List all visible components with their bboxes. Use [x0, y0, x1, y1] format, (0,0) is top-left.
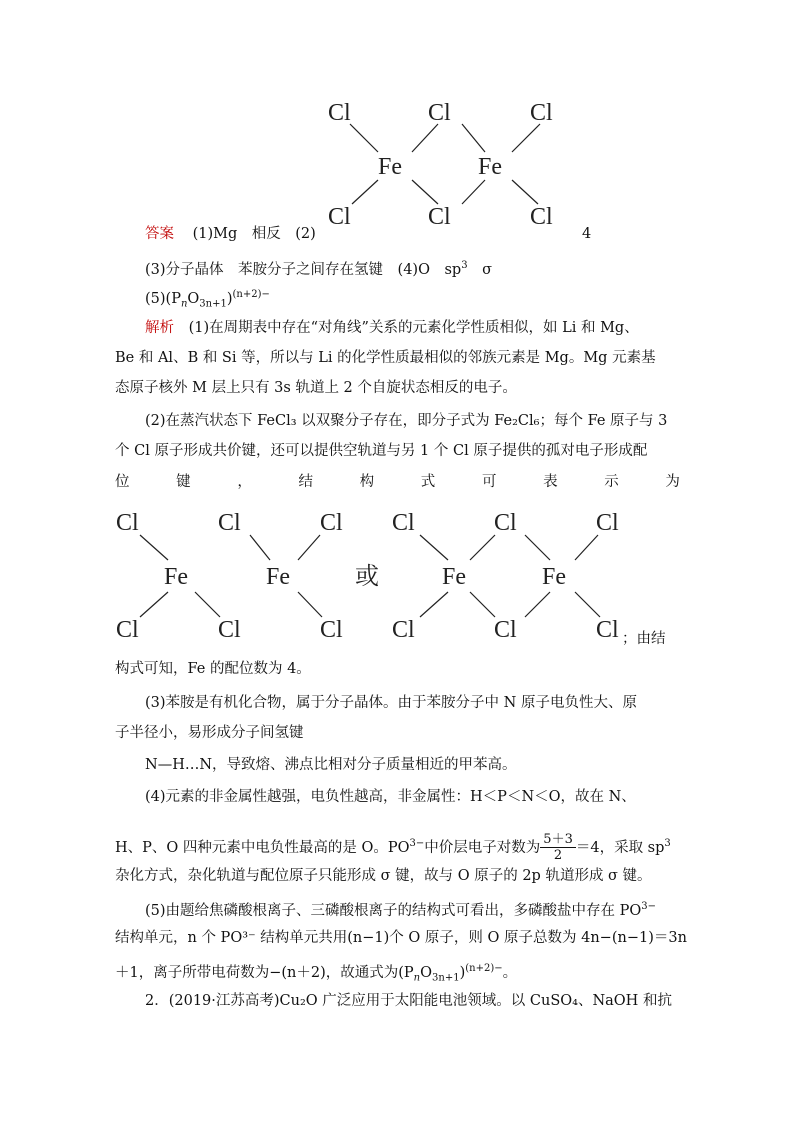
answer-coord-number: 4 — [582, 226, 592, 242]
fraction-numerator: 5＋3 — [540, 832, 576, 848]
superscript: (n+2)− — [465, 963, 503, 974]
or-separator: 或 — [355, 564, 379, 590]
answer-line-2 — [145, 256, 492, 280]
subscript: 3n+1 — [432, 972, 460, 984]
superscript: 3− — [641, 901, 657, 912]
cl-atom: Cl — [116, 510, 139, 536]
analysis-p2-tail-a: ；由结 — [622, 631, 666, 647]
analysis-p2-line2: 个 Cl 原子形成共价键，还可以提供空轨道与另 1 个 Cl 原子提供的孤对电子形成配 — [115, 443, 648, 459]
analysis-text: (5)由题给焦磷酸根离子、三磷酸根离子的结构式可看出，多磷酸盐中存在 PO — [145, 902, 642, 919]
formula-text: O — [187, 290, 200, 307]
fraction-denominator: 2 — [553, 848, 563, 864]
analysis-p1-line2: Be 和 Al、B 和 Si 等，所以与 Li 的化学性质最相似的邻族元素是 Mg。Mg 元素基 — [115, 350, 656, 366]
cl-atom: Cl — [320, 617, 343, 643]
analysis-text: H、P、O 四种元素中电负性最高的是 O。PO — [115, 839, 410, 856]
cl-atom: Cl — [596, 617, 619, 643]
next-question-line: 2．(2019·江苏高考)Cu₂O 广泛应用于太阳能电池领域。以 CuSO₄、NaOH 和抗 — [145, 993, 672, 1009]
cl-atom: Cl — [218, 510, 241, 536]
subscript: n — [413, 972, 421, 984]
analysis-p5-line2: 结构单元，n 个 PO³⁻ 结构单元共用(n−1)个 O 原子，则 O 原子总数为 4n−(n−1)＝3n — [115, 930, 687, 946]
superscript: (n+2)− — [232, 289, 270, 300]
analysis-text: ＋1，离子所带电荷数为−(n＋2)，故通式为(P — [115, 964, 414, 981]
analysis-p3-line3: N—H…N，导致熔、沸点比相对分子质量相近的甲苯高。 — [145, 757, 517, 773]
analysis-p2-line1: (2)在蒸汽状态下 FeCl₃ 以双聚分子存在，即分子式为 Fe₂Cl₆；每个 Fe 原子与 3 — [145, 413, 668, 429]
analysis-p3-line1: (3)苯胺是有机化合物，属于分子晶体。由于苯胺分子中 N 原子电负性大、原 — [145, 695, 637, 711]
fe-atom: Fe — [478, 154, 502, 180]
cl-atom: Cl — [494, 510, 517, 536]
word: 键 — [176, 474, 191, 490]
superscript: 3 — [664, 838, 671, 849]
fe2cl6-bridged-structure-top — [320, 92, 570, 232]
fraction — [540, 832, 576, 863]
answer-text: (3)分子晶体 苯胺分子之间存在氢键 (4)O sp — [145, 261, 462, 278]
analysis-label: 解析 — [145, 320, 174, 336]
fe-atom: Fe — [164, 564, 188, 590]
fe-atom: Fe — [542, 564, 566, 590]
fe2cl6-structures-diagram — [110, 502, 630, 652]
analysis-p4-line2 — [115, 824, 671, 864]
analysis-text: 。 — [502, 964, 518, 981]
cl-atom: Cl — [530, 204, 553, 230]
formula-text: ) — [226, 290, 233, 307]
cl-atom: Cl — [328, 100, 351, 126]
word: 结 — [298, 474, 313, 490]
word: ， — [237, 474, 252, 490]
analysis-p4-line1: (4)元素的非金属性越强，电负性越高，非金属性：H＜P＜N＜O，故在 N、 — [145, 789, 636, 805]
cl-atom: Cl — [428, 204, 451, 230]
answer-line-1 — [145, 224, 316, 244]
word: 位 — [115, 474, 130, 490]
fe-atom: Fe — [266, 564, 290, 590]
superscript: 3 — [461, 260, 468, 271]
answer-label: 答案 — [145, 226, 174, 242]
cl-atom: Cl — [218, 617, 241, 643]
analysis-p2-line3 — [115, 472, 680, 492]
analysis-p2-tail-b: 构式可知，Fe 的配位数为 4。 — [115, 661, 311, 677]
analysis-text: ＝4，采取 sp — [575, 839, 665, 856]
subscript: 3n+1 — [199, 298, 227, 310]
analysis-p1-line3: 态原子核外 M 层上只有 3s 轨道上 2 个自旋状态相反的电子。 — [115, 380, 517, 396]
analysis-p1-line1 — [145, 318, 639, 338]
answer-line-1-tail — [582, 224, 591, 244]
answer-text: (1)Mg 相反 (2) — [192, 226, 316, 242]
subscript: n — [180, 298, 188, 310]
analysis-text: 中价层电子对数为 — [424, 839, 541, 856]
analysis-text: ) — [459, 964, 466, 981]
analysis-p3-line2: 子半径小，易形成分子间氢键 — [115, 725, 304, 741]
cl-atom: Cl — [392, 510, 415, 536]
analysis-p4-line3: 杂化方式，杂化轨道与配位原子只能形成 σ 键，故与 O 原子的 2p 轨道形成 σ 键。 — [115, 868, 652, 884]
analysis-p5-line1 — [145, 897, 656, 921]
cl-atom: Cl — [530, 100, 553, 126]
formula-text: (5)(P — [145, 290, 181, 307]
word: 为 — [665, 474, 680, 490]
answer-line-3 — [145, 285, 270, 315]
analysis-text: (1)在周期表中存在“对角线”关系的元素化学性质相似，如 Li 和 Mg、 — [188, 320, 639, 336]
fe-atom: Fe — [442, 564, 466, 590]
fe-atom: Fe — [378, 154, 402, 180]
word: 式 — [420, 474, 436, 490]
cl-atom: Cl — [428, 100, 451, 126]
cl-atom: Cl — [116, 617, 139, 643]
analysis-text: O — [420, 964, 433, 981]
cl-atom: Cl — [392, 617, 415, 643]
cl-atom: Cl — [320, 510, 343, 536]
cl-atom: Cl — [494, 617, 517, 643]
analysis-p5-line3 — [115, 959, 517, 989]
word: 构 — [359, 474, 375, 490]
word: 示 — [604, 474, 619, 490]
word: 表 — [543, 474, 558, 490]
superscript: 3− — [409, 838, 425, 849]
answer-text: σ — [467, 261, 492, 278]
cl-atom: Cl — [328, 204, 351, 230]
cl-atom: Cl — [596, 510, 619, 536]
word: 可 — [481, 474, 497, 490]
